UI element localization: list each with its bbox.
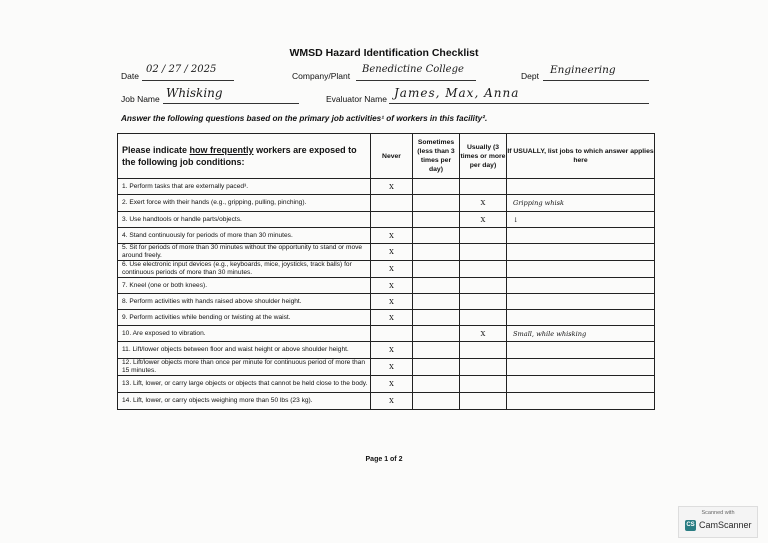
usually-mark: [460, 244, 507, 261]
usually-mark: [460, 342, 507, 359]
sometimes-mark: [413, 278, 460, 294]
table-row: [118, 294, 655, 310]
sometimes-mark: [413, 195, 460, 212]
job-name-line: [163, 103, 299, 104]
table-row: [118, 278, 655, 294]
dept-value: Engineering: [550, 64, 616, 76]
usually-mark: [460, 228, 507, 244]
sometimes-mark: [413, 310, 460, 326]
never-mark: X: [371, 278, 413, 294]
evaluator-value: James, Max, Anna: [394, 86, 520, 100]
table-row: [118, 342, 655, 359]
usually-mark: X: [460, 195, 507, 212]
evaluator-label: Evaluator Name: [326, 94, 387, 104]
table-row: [118, 228, 655, 244]
sometimes-mark: [413, 294, 460, 310]
usually-mark: X: [460, 326, 507, 342]
question-text: 7. Kneel (one or both knees).: [118, 278, 371, 294]
question-text: 6. Use electronic input devices (e.g., keyboards, mice, joysticks, track balls) for continuous periods of more than 30 minutes.: [118, 261, 371, 278]
camscanner-watermark: [678, 506, 758, 538]
jobs-note: [507, 179, 655, 195]
sometimes-header: Sometimes (less than 3 times per day): [413, 134, 460, 179]
date-line: [142, 80, 234, 81]
jobs-note: ↓: [507, 212, 655, 228]
sometimes-mark: [413, 359, 460, 376]
table-row: [118, 261, 655, 278]
instructions: Answer the following questions based on the primary job activities¹ of workers in this facility².: [121, 114, 488, 123]
table-row: [118, 310, 655, 326]
question-text: 5. Sit for periods of more than 30 minutes without the opportunity to stand or move around freely.: [118, 244, 371, 261]
question-text: 2. Exert force with their hands (e.g., gripping, pulling, pinching).: [118, 195, 371, 212]
table-row: [118, 212, 655, 228]
sometimes-mark: [413, 376, 460, 393]
sometimes-mark: [413, 261, 460, 278]
question-text: 4. Stand continuously for periods of more than 30 minutes.: [118, 228, 371, 244]
dept-label: Dept: [521, 71, 539, 81]
question-text: 10. Are exposed to vibration.: [118, 326, 371, 342]
never-mark: X: [371, 228, 413, 244]
jobs-note: [507, 342, 655, 359]
question-text: 1. Perform tasks that are externally paced³.: [118, 179, 371, 195]
page-title: WMSD Hazard Identification Checklist: [289, 47, 479, 59]
company-value: Benedictine College: [362, 64, 464, 75]
question-text: 9. Perform activities while bending or twisting at the waist.: [118, 310, 371, 326]
jobs-note: [507, 228, 655, 244]
table-row: [118, 244, 655, 261]
question-text: 12. Lift/lower objects more than once per minute for continuous period of more than 15 minutes.: [118, 359, 371, 376]
sometimes-mark: [413, 393, 460, 410]
jobs-header: If USUALLY, list jobs to which answer applies here: [507, 134, 655, 179]
date-value: 02 / 27 / 2025: [146, 64, 217, 75]
jobs-note: [507, 310, 655, 326]
usually-mark: [460, 179, 507, 195]
sometimes-mark: [413, 342, 460, 359]
never-mark: [371, 212, 413, 228]
sometimes-mark: [413, 326, 460, 342]
table-row: [118, 179, 655, 195]
sometimes-mark: [413, 244, 460, 261]
table-row: [118, 195, 655, 212]
never-mark: X: [371, 310, 413, 326]
never-mark: X: [371, 179, 413, 195]
never-mark: [371, 326, 413, 342]
never-mark: X: [371, 393, 413, 410]
jobs-note: [507, 244, 655, 261]
question-text: 8. Perform activities with hands raised above shoulder height.: [118, 294, 371, 310]
question-text: 13. Lift, lower, or carry large objects or objects that cannot be held close to the body.: [118, 376, 371, 393]
question-header: Please indicate how frequently workers are exposed to the following job conditions:: [118, 134, 371, 179]
jobs-note: [507, 294, 655, 310]
jobs-note: [507, 359, 655, 376]
usually-mark: [460, 310, 507, 326]
usually-mark: [460, 278, 507, 294]
jobs-note: Gripping whisk: [507, 195, 655, 212]
table-row: [118, 376, 655, 393]
sometimes-mark: [413, 228, 460, 244]
jobs-note: [507, 376, 655, 393]
usually-mark: [460, 294, 507, 310]
table-row: [118, 326, 655, 342]
jobs-note: [507, 278, 655, 294]
camscanner-logo-icon: CS: [685, 520, 696, 531]
never-mark: [371, 195, 413, 212]
never-mark: X: [371, 261, 413, 278]
never-mark: X: [371, 294, 413, 310]
usually-mark: X: [460, 212, 507, 228]
date-label: Date: [121, 71, 139, 81]
evaluator-line: [389, 103, 649, 104]
company-line: [356, 80, 476, 81]
never-header: Never: [371, 134, 413, 179]
never-mark: X: [371, 359, 413, 376]
jobs-note: [507, 393, 655, 410]
usually-mark: [460, 393, 507, 410]
table-header-row: [118, 134, 655, 179]
table-row: [118, 359, 655, 376]
page-number: Page 1 of 2: [365, 456, 403, 463]
watermark-caption: Scanned with: [701, 510, 735, 516]
usually-mark: [460, 376, 507, 393]
dept-line: [543, 80, 649, 81]
jobs-note: Small, while whisking: [507, 326, 655, 342]
question-text: 14. Lift, lower, or carry objects weighing more than 50 lbs (23 kg).: [118, 393, 371, 410]
usually-header: Usually (3 times or more per day): [460, 134, 507, 179]
watermark-name: CamScanner: [699, 520, 752, 530]
never-mark: X: [371, 376, 413, 393]
job-name-label: Job Name: [121, 94, 160, 104]
never-mark: X: [371, 244, 413, 261]
usually-mark: [460, 359, 507, 376]
usually-mark: [460, 261, 507, 278]
checklist-table: [117, 133, 655, 410]
company-label: Company/Plant: [292, 71, 351, 81]
job-name-value: Whisking: [166, 86, 223, 100]
table-row: [118, 393, 655, 410]
question-text: 3. Use handtools or handle parts/objects.: [118, 212, 371, 228]
jobs-note: [507, 261, 655, 278]
sometimes-mark: [413, 212, 460, 228]
never-mark: X: [371, 342, 413, 359]
sometimes-mark: [413, 179, 460, 195]
question-text: 11. Lift/lower objects between floor and waist height or above shoulder height.: [118, 342, 371, 359]
